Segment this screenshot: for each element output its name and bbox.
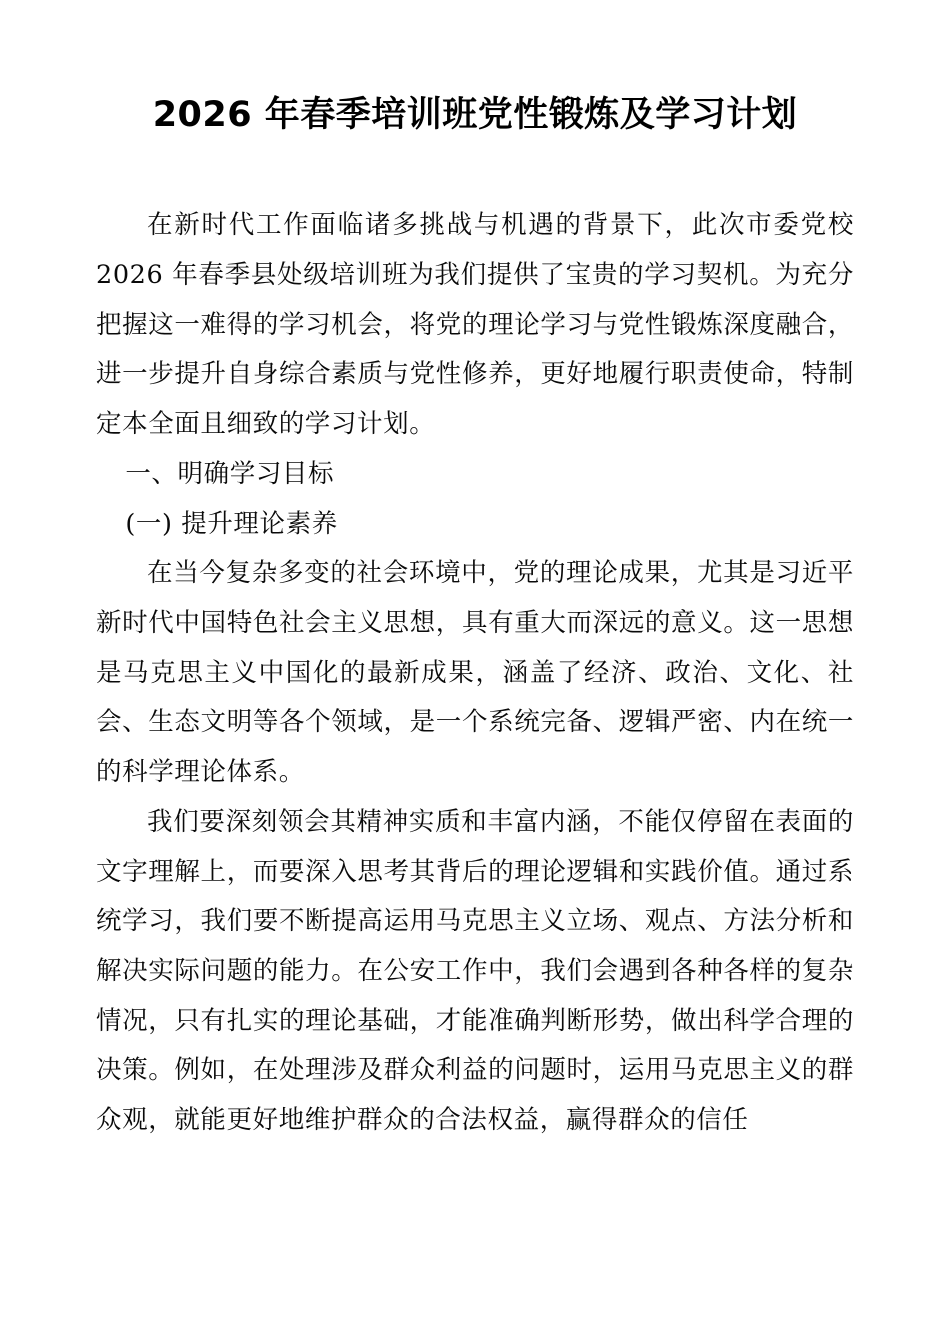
paragraph-intro: 在新时代工作面临诸多挑战与机遇的背景下，此次市委党校 2026 年春季县处级培训班为我们提供了宝贵的学习契机。为充分把握这一难得的学习机会，将党的理论学习与党性锻炼深度融合，进一步提升自身综合素质与党性修养，更好地履行职责使命，特制定本全面且细致的学习计划。 [96, 210, 854, 440]
page-title: 2026 年春季培训班党性锻炼及学习计划 [152, 95, 798, 135]
paragraph-theory-significance: 在当今复杂多变的社会环境中，党的理论成果，尤其是习近平新时代中国特色社会主义思想，具有重大而深远的意义。这一思想是马克思主义中国化的最新成果，涵盖了经济、政治、文化、社会、生态文明等各个领域，是一个系统完备、逻辑严密、内在统一的科学理论体系。 [96, 558, 854, 788]
paragraph-theory-practice: 我们要深刻领会其精神实质和丰富内涵，不能仅停留在表面的文字理解上，而要深入思考其背后的理论逻辑和实践价值。通过系统学习，我们要不断提高运用马克思主义立场、观点、方法分析和解决实际问题的能力。在公安工作中，我们会遇到各种各样的复杂情况，只有扎实的理论基础，才能准确判断形势，做出科学合理的决策。例如，在处理涉及群众利益的问题时，运用马克思主义的群众观，就能更好地维护群众的合法权益，赢得群众的信任 [96, 806, 854, 1136]
subsection-heading-1-1: (一) 提升理论素养 [125, 508, 338, 539]
section-heading-1: 一、明确学习目标 [125, 458, 335, 489]
